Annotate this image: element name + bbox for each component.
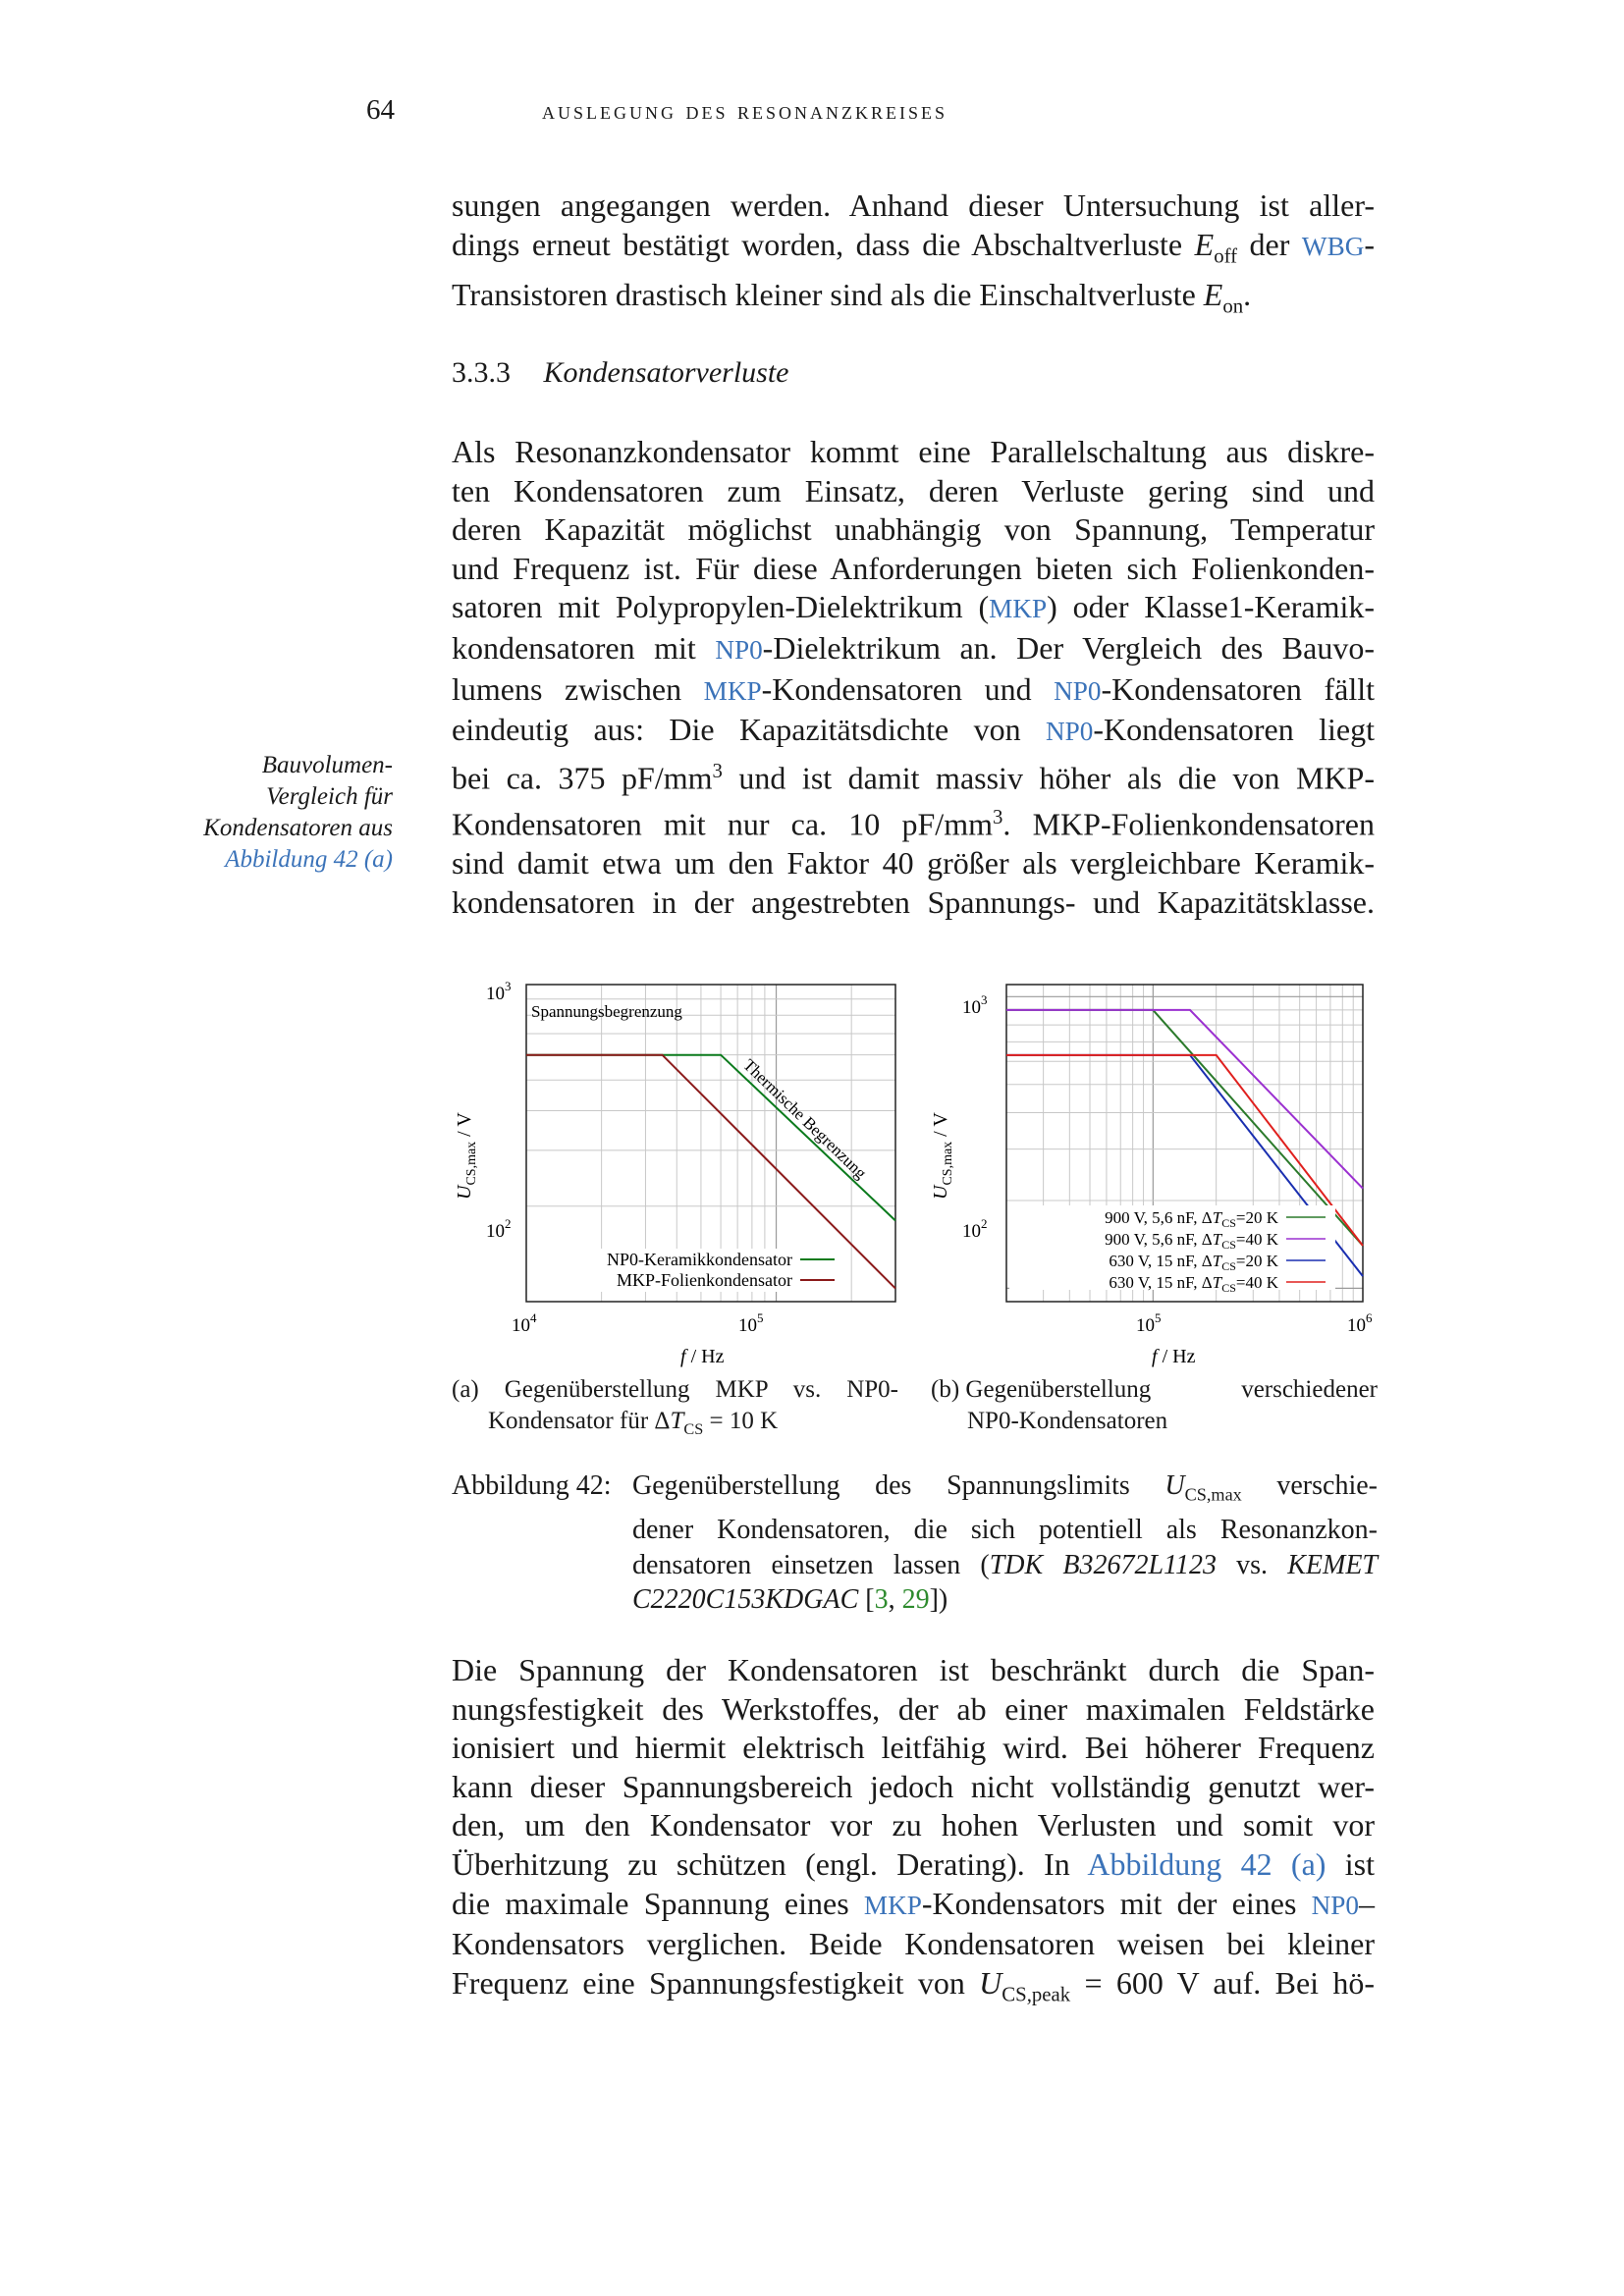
x-tick-label: $10^6$ <box>1347 1310 1373 1336</box>
paragraph-derating <box>452 1651 1375 2014</box>
acronym-link-np0[interactable]: NP0 <box>1054 675 1102 706</box>
legend-entry: 900 V, 5,6 nF, $\Delta T_{CS}=20$ K <box>1105 1208 1278 1230</box>
y-axis-label: $U_{CS,max}$ / V <box>930 1112 955 1200</box>
text-line: Kondensatoren mit nur ca. 10 $pF/mm^3$. MKP-Folienkondensatoren <box>452 806 1376 842</box>
y-axis-label: $U_{CS,max}$ / V <box>454 1112 479 1200</box>
citation-link[interactable]: 3 <box>874 1584 889 1616</box>
subcaption-b: (b) Gegenüberstellung verschiedener NP0-Kondensatoren <box>931 1376 1378 1434</box>
text-line: ionisiert und hiermit elektrisch leitfähig wird. Bei höherer Frequenz <box>452 1730 1375 1766</box>
text-line: sind damit etwa um den Faktor 40 größer als vergleichbare Keramik- <box>452 845 1375 881</box>
text-line: kann dieser Spannungsbereich jedoch nicht vollständig genutzt wer- <box>452 1768 1375 1804</box>
text-line: den, um den Kondensator vor zu hohen Verlusten und somit vor <box>452 1807 1375 1843</box>
annotation-thermal-limit: Thermische Begrenzung <box>739 1055 871 1183</box>
figure-caption-label: Abbildung 42: <box>452 1470 612 1501</box>
x-tick-label: $10^5$ <box>1136 1310 1162 1336</box>
legend-entry-np0: NP0-Keramikkondensator <box>607 1250 792 1269</box>
text-line: Transistoren drastisch kleiner sind als die Einschaltverluste $E_{on}$. <box>452 276 1252 317</box>
y-tick-label: $10^2$ <box>486 1216 512 1242</box>
text-line: Als Resonanzkondensator kommt eine Parallelschaltung aus diskre- <box>452 434 1375 469</box>
y-tick-label: $10^3$ <box>486 979 512 1004</box>
text-line: ten Kondensatoren zum Einsatz, deren Verluste gering sind und <box>452 472 1375 508</box>
text-line: kondensatoren mit NP0-Dielektrikum an. Der Vergleich des Bauvo- <box>452 629 1376 666</box>
legend-entry: 630 V, 15 nF, $\Delta T_{CS}=20$ K <box>1109 1252 1278 1273</box>
text-line: Frequenz eine Spannungsfestigkeit von $U_{CS,peak} = 600$ V auf. Bei hö- <box>452 1964 1376 2006</box>
section-title: Kondensatorverluste <box>543 356 789 389</box>
running-title: auslegung des resonanzkreises <box>542 96 948 125</box>
x-axis-label: f / Hz <box>1152 1346 1196 1367</box>
text-line: kondensatoren in der angestrebten Spannungs- und Kapazitätsklasse. <box>452 883 1375 920</box>
series-line-2 <box>1006 1010 1363 1189</box>
y-tick-label: $10^2$ <box>962 1216 988 1242</box>
text-line: Die Spannung der Kondensatoren ist beschränkt durch die Span- <box>452 1652 1375 1687</box>
legend-b <box>1105 1208 1279 1295</box>
text-line: und Frequenz ist. Für diese Anforderungen bieten sich Folienkonden- <box>452 550 1375 586</box>
acronym-link-np0[interactable]: NP0 <box>1046 717 1094 747</box>
page-number: 64 <box>366 94 395 126</box>
text-line: lumens zwischen MKP-Kondensatoren und NP0-Kondensatoren fällt <box>452 670 1376 707</box>
x-axis-label: f / Hz <box>680 1346 725 1367</box>
x-tick-label: $10^5$ <box>738 1310 764 1336</box>
text-line: sungen angegangen werden. Anhand dieser Untersuchung ist aller- <box>452 187 1375 223</box>
paragraph-capacitor <box>452 433 1375 922</box>
subcaption-a: (a) Gegenüberstellung MKP vs. NP0- Kondensator für $\Delta T_{CS} = 10$ K <box>452 1376 898 1438</box>
x-tick-label: $10^4$ <box>512 1310 537 1336</box>
figure-b-chart <box>923 972 1384 1374</box>
citation-link[interactable]: 29 <box>901 1584 930 1616</box>
text-line: dings erneut bestätigt worden, dass die Abschaltverluste $E_{off}$ der WBG- <box>452 226 1376 267</box>
acronym-link-mkp[interactable]: MKP <box>703 675 762 706</box>
acronym-link-np0[interactable]: NP0 <box>715 634 763 665</box>
acronym-link-wbg[interactable]: WBG <box>1301 231 1365 261</box>
text-line: deren Kapazität möglichst unabhängig von Spannung, Temperatur <box>452 511 1375 548</box>
text-line: eindeutig aus: Die Kapazitätsdichte von NP0-Kondensatoren liegt <box>452 712 1376 748</box>
figure-reference-link[interactable]: Abbildung 42 (a) <box>1087 1845 1326 1882</box>
annotation-voltage-limit: Spannungsbegrenzung <box>531 1002 682 1021</box>
intro-paragraph <box>452 187 1375 326</box>
y-tick-label: $10^3$ <box>962 992 988 1018</box>
text-line: bei ca. 375 $pF/mm^3$ und ist damit massiv höher als die von MKP- <box>452 759 1376 796</box>
acronym-link-mkp[interactable]: MKP <box>863 1890 922 1920</box>
text-line: die maximale Spannung eines MKP-Kondensators mit der eines NP0– <box>452 1885 1375 1921</box>
text-line: nungsfestigkeit des Werkstoffes, der ab einer maximalen Feldstärke <box>452 1690 1375 1727</box>
text-line: Kondensators verglichen. Beide Kondensatoren weisen bei kleiner <box>452 1926 1375 1962</box>
legend-entry-mkp: MKP-Folienkondensator <box>617 1270 792 1290</box>
acronym-link-mkp[interactable]: MKP <box>989 594 1048 624</box>
legend-entry: 630 V, 15 nF, $\Delta T_{CS}=40$ K <box>1109 1273 1278 1295</box>
text-line: satoren mit Polypropylen-Dielektrikum (MKP) oder Klasse1-Keramik- <box>452 589 1376 625</box>
section-heading <box>452 356 788 390</box>
acronym-link-np0[interactable]: NP0 <box>1311 1890 1359 1920</box>
figure-a-chart <box>447 972 918 1374</box>
legend-entry: 900 V, 5,6 nF, $\Delta T_{CS}=40$ K <box>1105 1230 1278 1252</box>
figure-reference-link[interactable]: Abbildung 42 (a) <box>225 846 393 873</box>
section-number: 3.3.3 <box>452 356 511 389</box>
text-line: Überhitzung zu schützen (engl. Derating). In Abbildung 42 (a) ist <box>452 1845 1376 1882</box>
margin-note: Bauvolumen- Vergleich für Kondensatoren aus Abbildung 42 (a) <box>157 750 393 876</box>
